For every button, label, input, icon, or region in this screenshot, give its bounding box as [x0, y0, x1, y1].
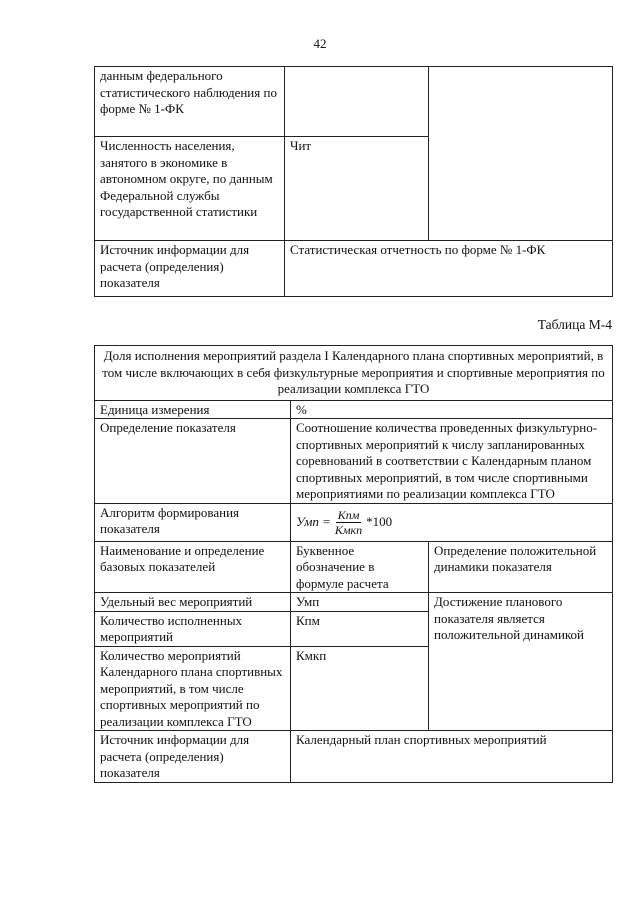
algorithm-label: Алгоритм формирования показателя	[95, 503, 291, 541]
definition-label: Определение показателя	[95, 419, 291, 504]
row-label: Удельный вес мероприятий	[95, 593, 291, 612]
formula	[296, 505, 608, 541]
dynamics-cell: Достижение планового показателя является положительной динамикой	[429, 593, 613, 731]
page-number: 42	[313, 36, 327, 51]
base-col1: Наименование и определение базовых показателей	[95, 541, 291, 593]
row-symbol: Кмкп	[291, 646, 429, 731]
unit-label: Единица измерения	[95, 400, 291, 419]
row-label: Количество исполненных мероприятий	[95, 611, 291, 646]
base-col2: Буквенное обозначение в формуле расчета	[291, 541, 429, 593]
row-symbol: Кпм	[291, 611, 429, 646]
formula-denominator: Кмкп	[334, 523, 363, 537]
formula-numerator: Кпм	[337, 508, 360, 522]
row-symbol: Умп	[291, 593, 429, 612]
base-col3: Определение положительной динамики показателя	[429, 541, 613, 593]
table1-right-cell	[429, 67, 613, 241]
table-caption: Таблица М-4	[537, 317, 612, 332]
formula-tail: *100	[366, 514, 393, 530]
definition-value: Соотношение количества проведенных физкультурно-спортивных мероприятий к числу запланированных соревнований в соответствии с Календарным планом спортивных мероприятий, в том числе спортивными мероприятиями по реализации комплекса ГТО	[291, 419, 613, 504]
table1-row3-label: Источник информации для расчета (определения) показателя	[95, 241, 285, 297]
table1-row1-label: данным федерального статистического наблюдения по форме № 1-ФК	[95, 67, 285, 137]
table-m4	[94, 345, 613, 783]
table1-row2-label: Численность населения, занятого в экономике в автономном округе, по данным Федеральной службы государственной статистики	[95, 137, 285, 241]
formula-cell	[291, 503, 613, 541]
unit-value: %	[291, 400, 613, 419]
table1-row1-value	[285, 67, 429, 137]
table-header: Доля исполнения мероприятий раздела I Календарного плана спортивных мероприятий, в том числе включающих в себя физкультурные мероприятия и спортивные мероприятия по реализации комплекса ГТО	[95, 346, 613, 401]
row-label: Количество мероприятий Календарного плана спортивных мероприятий, в том числе спортивных мероприятий по реализации комплекса ГТО	[95, 646, 291, 731]
table1-row3-value: Статистическая отчетность по форме № 1-ФК	[285, 241, 613, 297]
table1-row2-value: Чит	[285, 137, 429, 241]
formula-fraction	[333, 508, 364, 537]
formula-lhs: Умп =	[296, 514, 331, 530]
table-continuation	[94, 66, 613, 297]
source-label: Источник информации для расчета (определения) показателя	[95, 731, 291, 783]
source-value: Календарный план спортивных мероприятий	[291, 731, 613, 783]
